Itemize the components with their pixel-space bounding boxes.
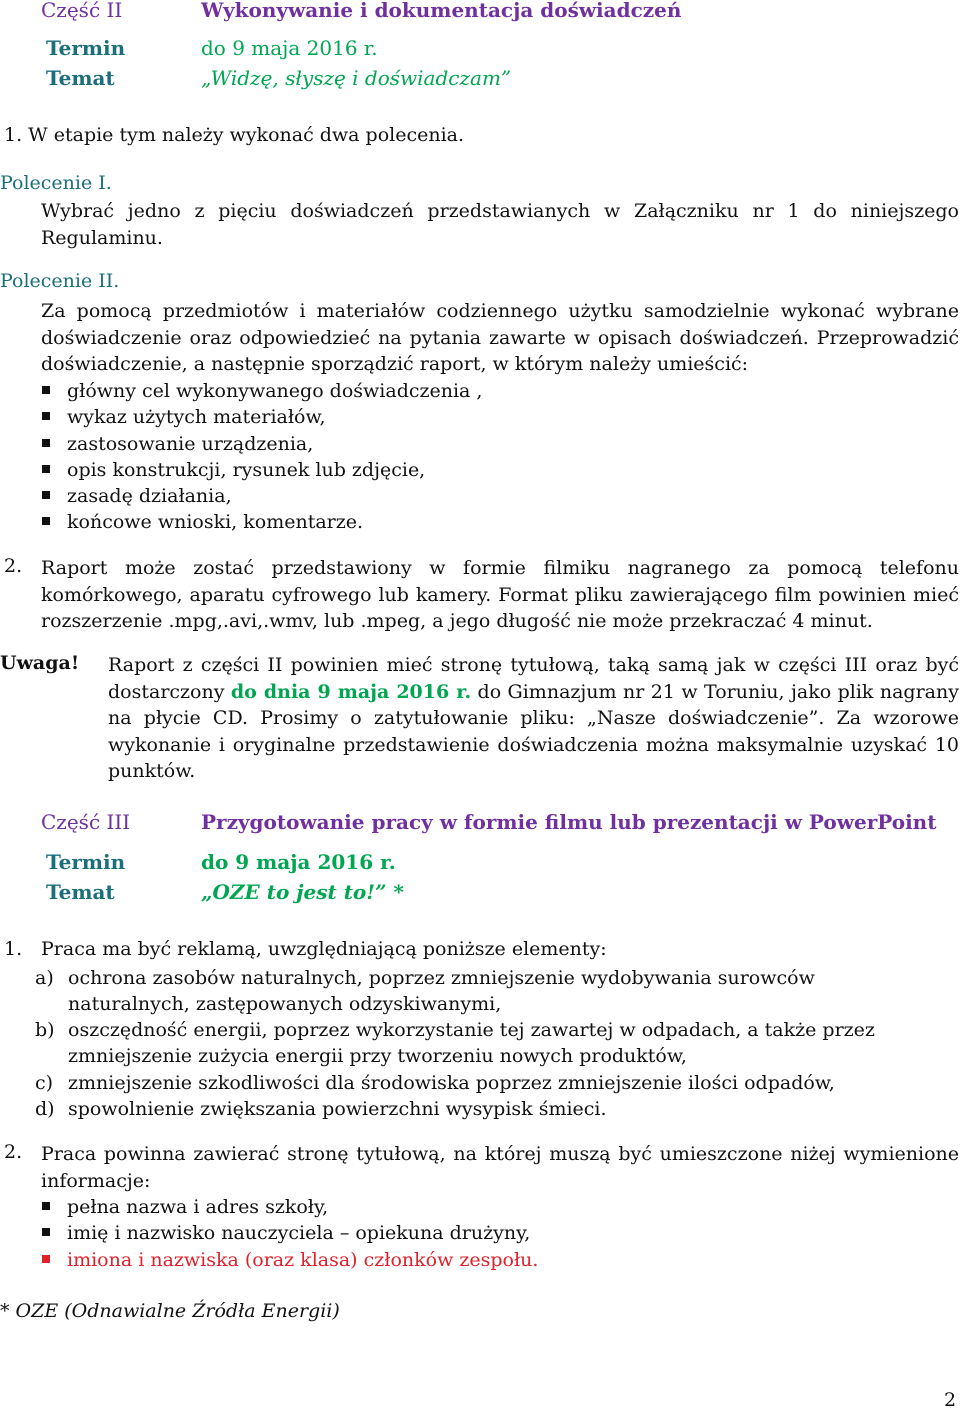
list-item: opis konstrukcji, rysunek lub zdjęcie,	[41, 457, 482, 483]
alpha-letter-d: d)	[35, 1098, 55, 1120]
part2-label: Część II	[41, 0, 123, 22]
footnote: * OZE (Odnawialne Źródła Energii)	[0, 1300, 340, 1322]
alpha-item-c-line1: zmniejszenie szkodliwości dla środowiska poprzez zmniejszenie ilości odpadów,	[68, 1072, 835, 1094]
bullet-square-icon	[42, 1202, 50, 1210]
part2-item1: 1. W etapie tym należy wykonać dwa polecenia.	[4, 124, 465, 146]
bullet-square-icon	[42, 465, 50, 473]
part3-item1-text: Praca ma być reklamą, uwzględniającą poniższe elementy:	[41, 938, 607, 960]
list-item: pełna nazwa i adres szkoły,	[41, 1194, 538, 1220]
bullet-square-icon	[42, 1255, 50, 1263]
bullet-square-icon	[42, 386, 50, 394]
alpha-item-a-line1: ochrona zasobów naturalnych, poprzez zmniejszenie wydobywania surowców	[68, 967, 815, 989]
bullet-square-icon	[42, 517, 50, 525]
part3-label: Część III	[41, 810, 131, 834]
part3-termin-label: Termin	[46, 850, 126, 874]
alpha-item-d-line1: spowolnienie zwiększania powierzchni wysypisk śmieci.	[68, 1098, 607, 1120]
part3-item2-number: 2.	[4, 1141, 23, 1163]
polecenie1-text: Wybrać jedno z pięciu doświadczeń przedstawianych w Załączniku nr 1 do niniejszego Regulaminu.	[41, 200, 959, 249]
bullet-square-icon	[42, 439, 50, 447]
bullet-square-icon	[42, 412, 50, 420]
experiment-report-list	[41, 378, 482, 536]
part3-item2-text: Praca powinna zawierać stronę tytułową, na której muszą być umieszczone niżej wymienione informacje:	[41, 1143, 959, 1192]
list-item: zastosowanie urządzenia,	[41, 431, 482, 457]
part2-termin-label: Termin	[46, 36, 126, 60]
uwaga-label: Uwaga!	[0, 652, 80, 674]
part3-termin-value: do 9 maja 2016 r.	[201, 850, 396, 874]
part2-temat-label: Temat	[46, 66, 115, 90]
alpha-letter-b: b)	[35, 1019, 55, 1041]
list-item: imiona i nazwiska (oraz klasa) członków zespołu.	[41, 1247, 538, 1273]
list-item: końcowe wnioski, komentarze.	[41, 509, 482, 535]
part2-termin-value: do 9 maja 2016 r.	[201, 36, 378, 60]
alpha-letter-a: a)	[35, 967, 54, 989]
part2-item2-number: 2.	[4, 555, 23, 577]
list-item: imię i nazwisko nauczyciela – opiekuna drużyny,	[41, 1220, 538, 1246]
uwaga-deadline: do dnia 9 maja 2016 r.	[230, 680, 472, 703]
alpha-item-b-line1: oszczędność energii, poprzez wykorzystanie tej zawartej w odpadach, a także przez	[68, 1019, 875, 1041]
title-page-info-list	[41, 1194, 538, 1273]
list-item: zasadę działania,	[41, 483, 482, 509]
part2-title: Wykonywanie i dokumentacja doświadczeń	[201, 0, 682, 22]
uwaga-text: Raport z części II powinien mieć stronę tytułową, taką samą jak w części III oraz być dostarczony do dnia 9 maja 2016 r. do Gimnazjum nr 21 w Toruniu, jako plik nagrany na płycie CD. Prosimy o zatytułowanie pliku: „Nasze doświadczenie”. Za wzorowe wykonanie i oryginalne przedstawienie doświadczenia można maksymalnie uzyskać 10 punktów.	[108, 654, 959, 782]
bullet-square-icon	[42, 1228, 50, 1236]
list-item: główny cel wykonywanego doświadczenia ,	[41, 378, 482, 404]
list-item: wykaz użytych materiałów,	[41, 404, 482, 430]
part2-item2-text: Raport może zostać przedstawiony w formie filmiku nagranego za pomocą telefonu komórkowego, aparatu cyfrowego lub kamery. Format pliku zawierającego film powinien mieć rozszerzenie .mpg,.avi,.wmv, lub .mpeg, a jego długość nie może przekraczać 4 minut.	[41, 557, 959, 632]
alpha-item-a-line2: naturalnych, zastępowanych odzyskiwanymi,	[68, 993, 502, 1015]
polecenie1-label: Polecenie I.	[0, 172, 112, 194]
part3-temat-label: Temat	[46, 880, 115, 904]
page-number: 2	[944, 1389, 957, 1411]
alpha-letter-c: c)	[35, 1072, 54, 1094]
part2-temat-value: „Widzę, słyszę i doświadczam”	[201, 66, 512, 90]
alpha-item-b-line2: zmniejszenie zużycia energii przy tworzeniu nowych produktów,	[68, 1045, 687, 1067]
polecenie2-text: Za pomocą przedmiotów i materiałów codziennego użytku samodzielnie wykonać wybrane doświadczenie oraz odpowiedzieć na pytania zawarte w opisach doświadczeń. Przeprowadzić doświadczenie, a następnie sporządzić raport, w którym należy umieścić:	[41, 300, 959, 375]
part3-item1-number: 1.	[4, 938, 23, 960]
bullet-square-icon	[42, 491, 50, 499]
part3-title: Przygotowanie pracy w formie filmu lub prezentacji w PowerPoint	[201, 810, 937, 834]
part3-temat-value: „OZE to jest to!” *	[201, 880, 404, 904]
polecenie2-label: Polecenie II.	[0, 270, 120, 292]
